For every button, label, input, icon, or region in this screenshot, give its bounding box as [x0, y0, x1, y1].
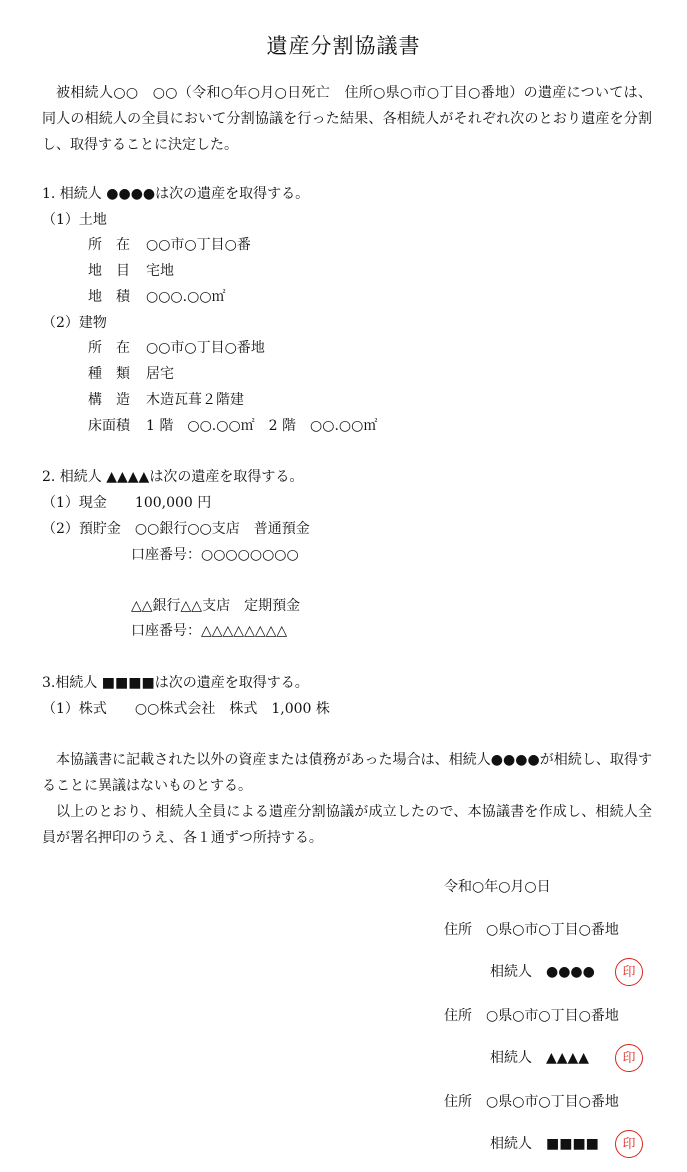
land-location-label: 所 在 — [88, 237, 130, 253]
land-area-value: ○○○.○○㎡ — [146, 289, 226, 305]
building-structure — [88, 390, 244, 410]
account-number-1: 口座番号：○○○○○○○○ — [131, 547, 299, 563]
land-area-label: 地 積 — [88, 289, 130, 305]
deposit-heading: （2）預貯金 ○○銀行○○支店 普通預金 — [42, 521, 310, 537]
building-location — [88, 338, 265, 358]
building-structure-label: 構 造 — [88, 392, 130, 408]
clause-other-assets: 本協議書に記載された以外の資産または債務があった場合は、相続人●●●●が相続し、取得することに異議はないものとする。 — [42, 752, 652, 794]
bank-branch-2: △△銀行△△支店 定期預金 — [131, 598, 301, 614]
seal-stamp-3: 印 — [615, 1130, 643, 1158]
land-heading: （1）土地 — [42, 212, 107, 228]
intro-paragraph: 被相続人○○ ○○（令和○年○月○日死亡 住所○県○市○丁目○番地）の遺産については、同人の相続人の全員において分割協議を行った結果、各相続人がそれぞれ次のとおり遺産を分割し、取得することに決定した。 — [42, 85, 652, 153]
signature-2-heir: 相続人 ▲▲▲▲ — [490, 1050, 590, 1066]
building-location-label: 所 在 — [88, 340, 130, 356]
heir3-heading: 3.相続人 ■■■■は次の遺産を取得する。 — [42, 675, 309, 691]
land-category — [88, 261, 174, 281]
land-location — [88, 235, 251, 255]
building-type — [88, 364, 174, 384]
signature-3-heir: 相続人 ■■■■ — [490, 1136, 599, 1152]
seal-stamp-2: 印 — [615, 1044, 643, 1072]
building-heading: （2）建物 — [42, 315, 107, 331]
clause-agreement: 以上のとおり、相続人全員による遺産分割協議が成立したので、本協議書を作成し、相続人全員が署名押印のうえ、各１通ずつ所持する。 — [42, 804, 652, 846]
heir2-heading: 2. 相続人 ▲▲▲▲は次の遺産を取得する。 — [42, 469, 304, 485]
signature-3-address: 住所 ○県○市○丁目○番地 — [444, 1094, 619, 1110]
building-type-value: 居宅 — [146, 366, 174, 382]
land-location-value: ○○市○丁目○番 — [146, 237, 251, 253]
agreement-date: 令和○年○月○日 — [444, 879, 551, 895]
signature-1-heir: 相続人 ●●●● — [490, 964, 595, 980]
stock-line: （1）株式 ○○株式会社 株式 1,000 株 — [42, 701, 330, 717]
cash-line: （1）現金 100,000 円 — [42, 495, 212, 511]
building-type-label: 種 類 — [88, 366, 130, 382]
building-floor-area-label: 床面積 — [88, 418, 130, 434]
building-floor-area-value: 1 階 ○○.○○㎡ 2 階 ○○.○○㎡ — [146, 418, 378, 434]
account-number-2: 口座番号：△△△△△△△△ — [131, 623, 288, 639]
heir1-heading: 1. 相続人 ●●●●は次の遺産を取得する。 — [42, 186, 310, 202]
building-structure-value: 木造瓦葺２階建 — [146, 392, 244, 408]
building-location-value: ○○市○丁目○番地 — [146, 340, 265, 356]
seal-stamp-1: 印 — [615, 958, 643, 986]
signature-2-address: 住所 ○県○市○丁目○番地 — [444, 1008, 619, 1024]
land-category-value: 宅地 — [146, 263, 174, 279]
land-category-label: 地 目 — [88, 263, 130, 279]
document-title: 遺産分割協議書 — [266, 34, 421, 58]
signature-1-address: 住所 ○県○市○丁目○番地 — [444, 922, 619, 938]
building-floor-area — [88, 416, 377, 436]
land-area — [88, 287, 226, 307]
